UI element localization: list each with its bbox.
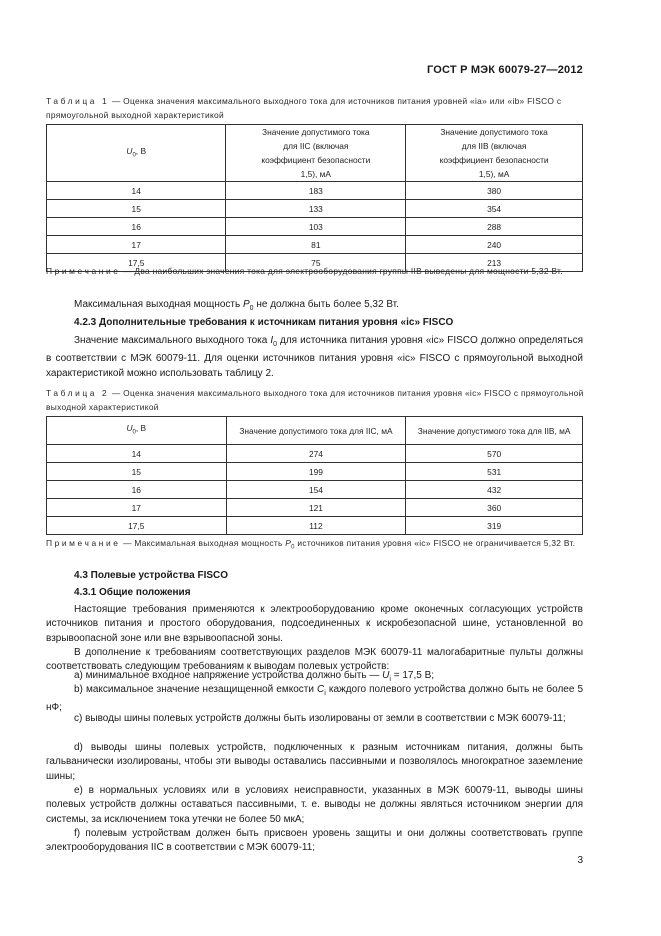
- table1-cell-iib: 240: [406, 236, 583, 254]
- list-item-e: е) в нормальных условиях или в условиях неисправности, указанных в МЭК 60079-11, выводы шины полевых устройств должны оставаться пассивными, т. е. выводы не должны являться источником энергии для системы, за исключением тока утечки не более 50 мкА;: [46, 785, 583, 825]
- table1-col-u: $U_0$, В: [47, 125, 226, 182]
- table1-cell-u: 15: [47, 200, 226, 218]
- table2-cell-u: 16: [47, 481, 227, 499]
- table2-col-iib: Значение допустимого тока для IIB, мА: [406, 417, 583, 445]
- table1-caption-text: — Оценка значения максимального выходного тока для источников питания уровней «ia» или «ib» FISCO с прямоугольной выходной характеристикой: [46, 96, 562, 120]
- table1-cell-u: 14: [47, 182, 226, 200]
- document-header: ГОСТ Р МЭК 60079-27—2012: [426, 64, 583, 76]
- list-item-f: f) полевым устройствам должен быть присвоен уровень защиты и они должны соответствовать группе электрооборудования IIC в соответствии с МЭК 60079-11;: [46, 828, 583, 854]
- table2-cell-iib: 360: [406, 499, 583, 517]
- table2-cell-iib: 570: [406, 445, 583, 463]
- table2-cell-u: 17,5: [47, 517, 227, 535]
- table2-cell-u: 17: [47, 499, 227, 517]
- table-row: [47, 463, 583, 481]
- table1-cell-iic: 133: [226, 200, 406, 218]
- table-row: [47, 481, 583, 499]
- list-item-d: d) выводы шины полевых устройств, подключенных к разным источникам питания, должны быть гальванически изолированы, чтобы эти выводы оставались пассивными и позволялось многократное заземление шины;: [46, 742, 583, 782]
- table1-note-label: Примечание: [46, 266, 121, 276]
- table1-cell-u: 16: [47, 218, 226, 236]
- table1-cell-iib: 288: [406, 218, 583, 236]
- table2-col-iic: Значение допустимого тока для IIC, мА: [226, 417, 406, 445]
- table2-cell-iib: 319: [406, 517, 583, 535]
- table-row: [47, 499, 583, 517]
- table2-cell-iib: 531: [406, 463, 583, 481]
- paragraph-max-power: Максимальная выходная мощность $P_0$ не должна быть более 5,32 Вт.: [74, 299, 399, 312]
- table1-cell-iic: 81: [226, 236, 406, 254]
- table2-note: Примечание — Максимальная выходная мощность $P_0$ источников питания уровня «ic» FISCO не ограничивается 5,32 Вт.: [46, 538, 576, 551]
- table1-cell-iib: 380: [406, 182, 583, 200]
- table2-caption: [46, 386, 586, 414]
- table2-header-row: [47, 417, 583, 445]
- paragraph-4-3-1-scope: Настоящие требования применяются к электрооборудованию кроме оконечных согласующих устройств источников питания и простого оборудования, подсоединенных к искробезопасной шине, установленной во взрывоопасной зоне или вне взрывоопасной зоны.: [46, 604, 583, 644]
- table1-col-iic: Значение допустимого тока для IIC (включая коэффициент безопасности 1,5), мА: [226, 125, 406, 182]
- table2-cell-iic: 199: [226, 463, 406, 481]
- table2-cell-iic: 121: [226, 499, 406, 517]
- table-row: [47, 182, 583, 200]
- table2-cell-iib: 432: [406, 481, 583, 499]
- table1-cell-iib: 354: [406, 200, 583, 218]
- table2-cell-iic: 112: [226, 517, 406, 535]
- table2: [46, 416, 583, 535]
- table1-header-row: [47, 125, 583, 182]
- table2-caption-text: — Оценка значения максимального выходного тока для источников питания уровня «ic» FISCO с прямоугольной выходной характеристикой: [46, 388, 584, 412]
- paragraph-4-2-3: Значение максимального выходного тока $I_0$ для источника питания уровня «ic» FISCO должно определяться в соответствии с МЭК 60079-11. Для оценки источников питания уровня «ic» FISCO с прямоугольной выходной характеристикой можно использовать таблицу 2.: [46, 335, 583, 379]
- table2-col-u: $U_0$, В: [47, 417, 227, 445]
- table-row: [47, 517, 583, 535]
- table1-cell-iic: 103: [226, 218, 406, 236]
- table1-caption: [46, 94, 586, 122]
- table1-cell-u: 17: [47, 236, 226, 254]
- page-number: 3: [577, 855, 583, 866]
- table1-cell-iic: 183: [226, 182, 406, 200]
- table2-cell-u: 15: [47, 463, 227, 481]
- table1-cell-u: 17,5: [47, 254, 226, 272]
- table2-caption-label: Таблица 2: [46, 388, 110, 398]
- table1-col-iib: Значение допустимого тока для IIB (включая коэффициент безопасности 1,5), мА: [406, 125, 583, 182]
- table-row: [47, 445, 583, 463]
- table-row: [47, 236, 583, 254]
- list-item-c: с) выводы шины полевых устройств должны быть изолированы от земли в соответствии с МЭК 60079-11;: [74, 713, 566, 724]
- table2-cell-iic: 274: [226, 445, 406, 463]
- table1-note: [46, 264, 586, 278]
- table1-cell-iic: 75: [226, 254, 406, 272]
- table1-caption-label: Таблица 1: [46, 96, 110, 106]
- table-row: [47, 200, 583, 218]
- table1: [46, 124, 583, 272]
- section-4-3-title: 4.3 Полевые устройства FISCO: [74, 570, 229, 581]
- section-4-3-1-title: 4.3.1 Общие положения: [74, 587, 191, 598]
- table1-note-text: — Два наибольших значения тока для электрооборудования группы IIB выведены для мощности 5,32 Вт.: [120, 266, 563, 276]
- section-4-2-3-title: 4.2.3 Дополнительные требования к источникам питания уровня «ic» FISCO: [74, 317, 454, 328]
- table2-cell-u: 14: [47, 445, 227, 463]
- list-item-a: а) минимальное входное напряжение устройства должно быть — $U_i = 17,5$ В;: [74, 670, 435, 683]
- list-item-b: b) максимальное значение незащищенной емкости $C_i$ каждого полевого устройства должно быть не более 5 нФ;: [46, 684, 584, 714]
- table2-cell-iic: 154: [226, 481, 406, 499]
- table-row: [47, 218, 583, 236]
- paragraph-4-3-1-requirements: В дополнение к требованиям соответствующих разделов МЭК 60079-11 малогабаритные пульты должны соответствовать следующим требованиям к выводам полевых устройств:: [46, 647, 583, 673]
- table1-cell-iib: 213: [406, 254, 583, 272]
